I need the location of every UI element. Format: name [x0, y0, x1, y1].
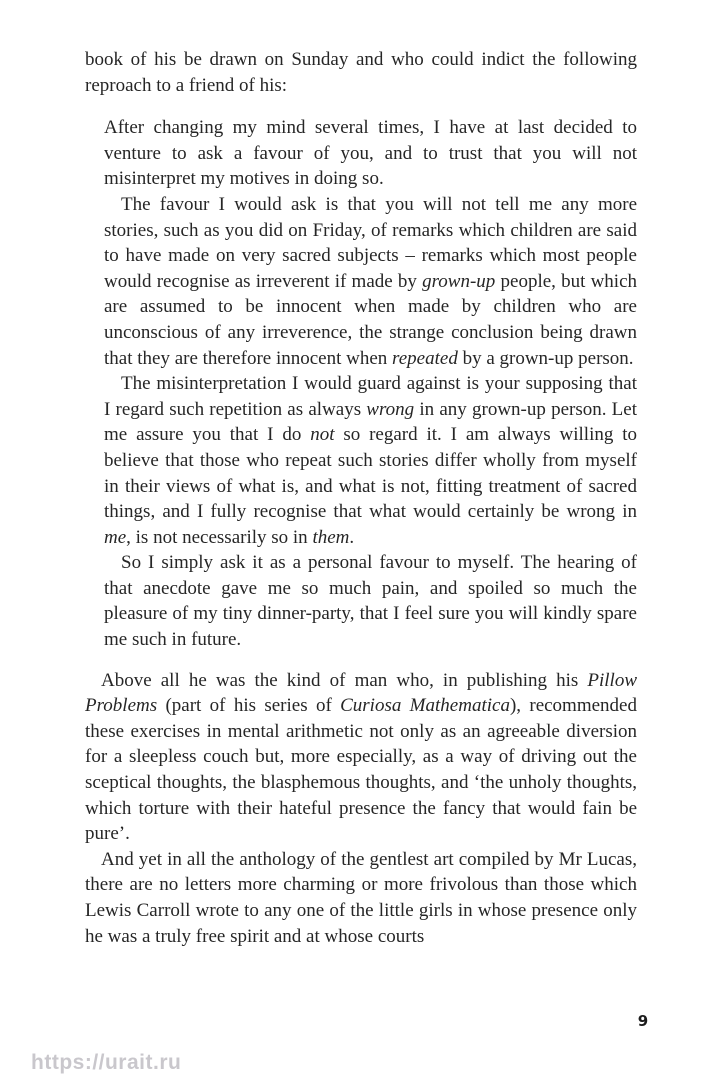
page-number: 9: [637, 1012, 649, 1030]
quote-paragraph: The favour I would ask is that you will not tell me any more stories, such as you did on Friday, of remarks which children are said to have made on very sacred subjects – remarks which most people would recognise as irreverent if made by grown-up people, but which are assumed to be innocent when made by children who are unconscious of any irreverence, the strange conclusion being drawn that they are therefore innocent when repeated by a grown-up person.: [104, 193, 638, 369]
watermark-url: https://urait.ru: [31, 1051, 182, 1074]
body-paragraph: Above all he was the kind of man who, in publishing his Pillow Problems (part of his series of Curiosa Mathematica), recommended these exercises in mental arithmetic not only as an agreeable diversion for a sleepless couch but, more especially, as a way of driving out the sceptical thoughts, the blasphemous thoughts, and ‘the unholy thoughts, which torture with their hateful presence the fancy that would fain be pure’.: [85, 669, 637, 845]
opening-paragraph: book of his be drawn on Sunday and who could indict the following reproach to a friend of his:: [85, 49, 637, 96]
quote-paragraph: The misinterpretation I would guard against is your supposing that I regard such repetition as always wrong in any grown-up person. Let me assure you that I do not so regard it. I am always willing to believe that those who repeat such stories differ wholly from myself in their views of what is, and what is not, fitting treatment of sacred things, and I fully recognise that what would certainly be wrong in me, is not necessarily so in them.: [104, 373, 637, 548]
page-text-column: [85, 47, 637, 949]
letter-quote: [104, 115, 637, 652]
body-paragraph: And yet in all the anthology of the gentlest art compiled by Mr Lucas, there are no letters more charming or more frivolous than those which Lewis Carroll wrote to any one of the little girls in whose presence only he was a truly free spirit and at whose courts: [85, 848, 637, 947]
quote-paragraph: After changing my mind several times, I have at last decided to venture to ask a favour of you, and to trust that you will not misinterpret my motives in doing so.: [104, 117, 637, 190]
quote-paragraph: So I simply ask it as a personal favour to myself. The hearing of that anecdote gave me so much pain, and spoiled so much the pleasure of my tiny dinner-party, that I feel sure you will kindly spare me such in future.: [104, 552, 637, 651]
